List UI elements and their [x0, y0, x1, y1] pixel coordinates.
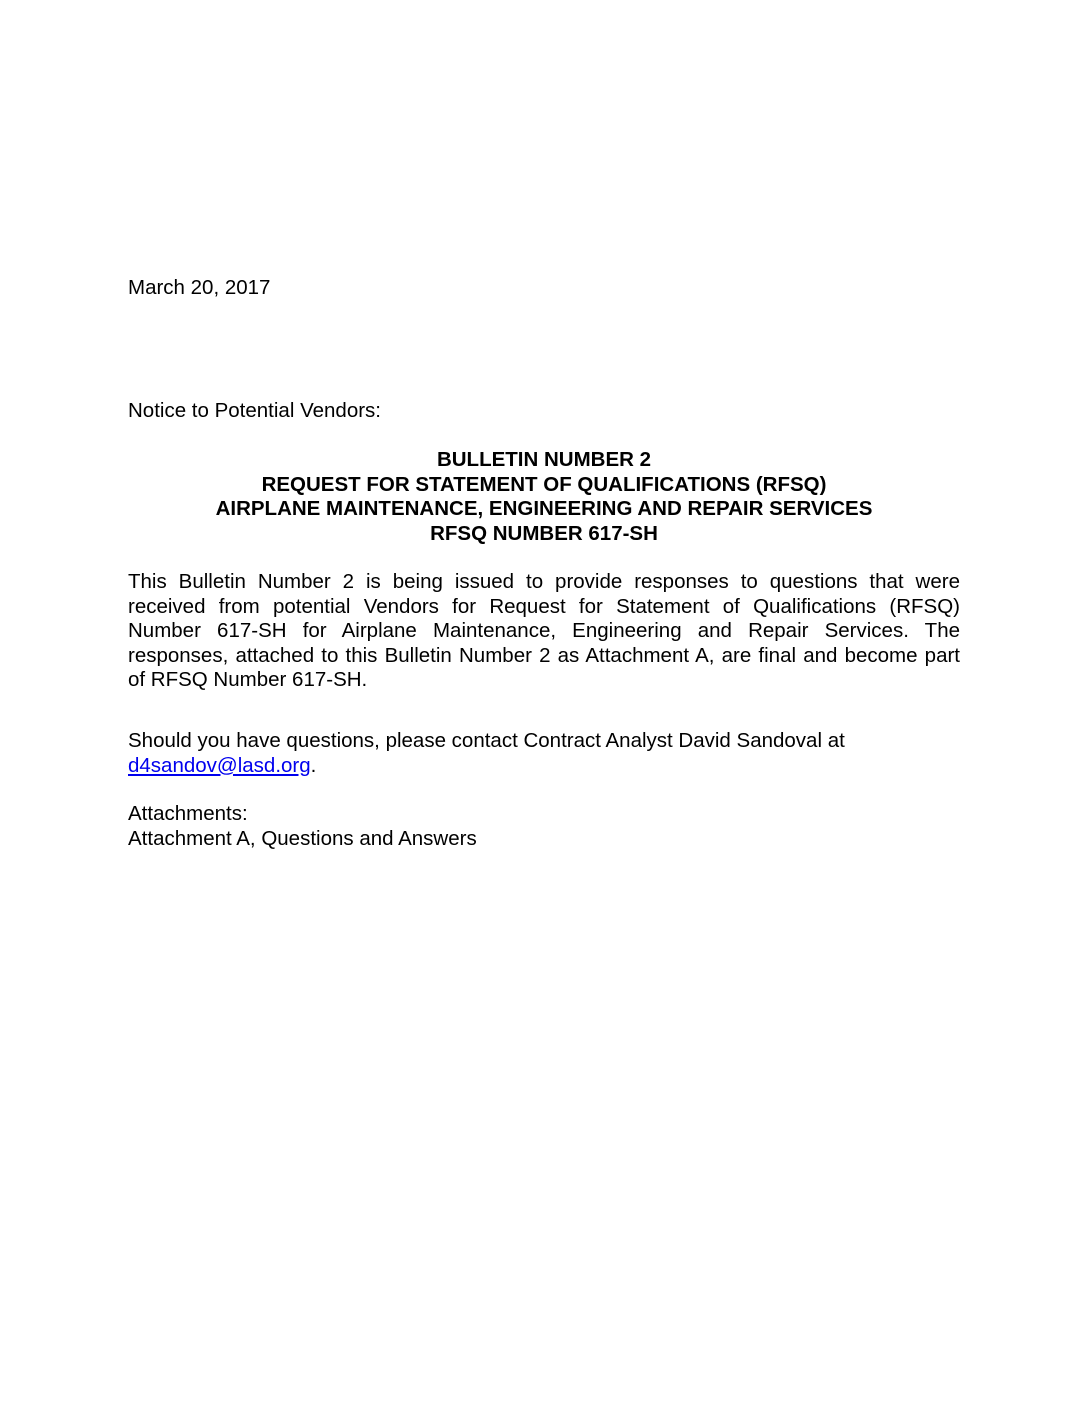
letter-date: March 20, 2017 [128, 276, 271, 299]
attachments-label: Attachments: [128, 802, 248, 825]
bulletin-heading [0, 448, 1088, 546]
body-paragraph: This Bulletin Number 2 is being issued to provide responses to questions that were received from potential Vendors for Request for Statement of Qualifications (RFSQ) Number 617-SH for Airplane Maintenance, Engineering and Repair Services. The responses, attached to this Bulletin Number 2 as Attachment A, are final and become part of RFSQ Number 617-SH. [128, 570, 960, 692]
attachments-section [128, 802, 477, 851]
heading-line-3: AIRPLANE MAINTENANCE, ENGINEERING AND REPAIR SERVICES [215, 497, 873, 520]
heading-line-2: REQUEST FOR STATEMENT OF QUALIFICATIONS (RFSQ) [261, 472, 827, 496]
contact-text: Should you have questions, please contact Contract Analyst David Sandoval at [128, 729, 845, 752]
contact-paragraph [128, 729, 960, 778]
attachment-item: Attachment A, Questions and Answers [128, 826, 477, 850]
contact-email-link[interactable]: d4sandov@lasd.org [128, 753, 311, 777]
contact-trailing: . [310, 753, 317, 777]
salutation: Notice to Potential Vendors: [128, 399, 381, 422]
heading-line-4: RFSQ NUMBER 617-SH [430, 521, 658, 545]
heading-line-1: BULLETIN NUMBER 2 [436, 448, 652, 471]
